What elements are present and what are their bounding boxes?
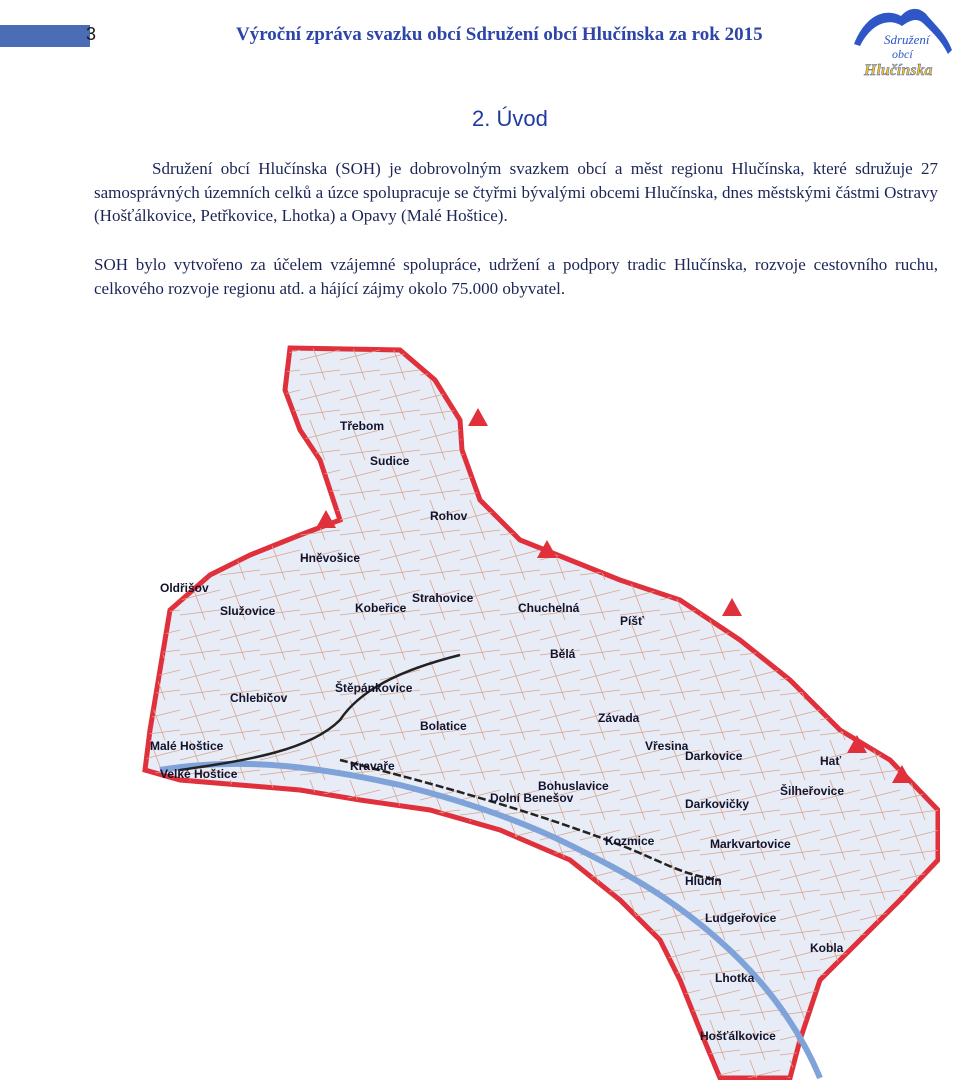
soh-logo bbox=[846, 4, 956, 82]
town-label: Kozmice bbox=[605, 834, 655, 848]
logo-text-line3: Hlučínska bbox=[864, 62, 933, 79]
town-label: Štěpánkovice bbox=[335, 681, 413, 695]
town-label: Rohov bbox=[430, 509, 468, 523]
town-label: Hať bbox=[820, 754, 842, 768]
town-label: Darkovice bbox=[685, 749, 743, 763]
header-title: Výroční zpráva svazku obcí Sdružení obcí Hlučínska za rok 2015 bbox=[236, 24, 763, 45]
town-label: Bolatice bbox=[420, 719, 467, 733]
logo-text-line2: obcí bbox=[892, 47, 913, 61]
town-label: Velké Hoštice bbox=[160, 767, 238, 781]
town-label: Lhotka bbox=[715, 971, 755, 985]
town-label: Hněvošice bbox=[300, 551, 361, 565]
town-label: Služovice bbox=[220, 604, 276, 618]
town-label: Chlebičov bbox=[230, 691, 288, 705]
town-label: Píšť bbox=[620, 614, 644, 628]
town-label: Bohuslavice bbox=[538, 779, 609, 793]
town-label: Chuchelná bbox=[518, 601, 580, 615]
town-label: Kobeřice bbox=[355, 601, 407, 615]
town-label: Markvartovice bbox=[710, 837, 791, 851]
page-number: 3 bbox=[86, 24, 97, 44]
town-label: Oldřišov bbox=[160, 581, 209, 595]
town-label: Darkovičky bbox=[685, 797, 750, 811]
header-accent-bar bbox=[0, 25, 90, 47]
logo-text-line1: Sdružení bbox=[884, 32, 930, 47]
town-label: Kravaře bbox=[350, 759, 395, 773]
town-label: Kobla bbox=[810, 941, 844, 955]
intro-paragraph-2: SOH bylo vytvořeno za účelem vzájemné spolupráce, udržení a podpory tradic Hlučínska, rozvoje cestovního ruchu, celkového rozvoje regionu atd. a hájící zájmy okolo 75.000 obyvatel. bbox=[94, 255, 938, 298]
town-label: Malé Hoštice bbox=[150, 739, 224, 753]
town-label: Dolní Benešov bbox=[490, 791, 574, 805]
town-label: Třebom bbox=[340, 419, 385, 433]
intro-paragraph-1: Sdružení obcí Hlučínska (SOH) je dobrovolným svazkem obcí a měst regionu Hlučínska, které sdružuje 27 samosprávných územních celků a úzce spolupracuje se čtyřmi bývalými obcemi Hlučínska, dnes městskými částmi Ostravy (Hošťálkovice, Petřkovice, Lhotka) a Opavy (Malé Hoštice). bbox=[94, 159, 938, 225]
town-label: Bělá bbox=[550, 647, 576, 661]
town-label: Ludgeřovice bbox=[705, 911, 777, 925]
town-label: Sudice bbox=[370, 454, 410, 468]
town-label: Šilheřovice bbox=[780, 784, 845, 798]
town-label: Hošťálkovice bbox=[700, 1029, 776, 1043]
town-label: Vřesina bbox=[645, 739, 689, 753]
region-map bbox=[100, 340, 940, 1080]
region-area-roads bbox=[145, 348, 938, 1078]
town-label: Závada bbox=[598, 711, 640, 725]
town-label: Strahovice bbox=[412, 591, 474, 605]
section-heading: 2. Úvod bbox=[472, 106, 548, 131]
town-label: Hlučín bbox=[685, 874, 722, 888]
